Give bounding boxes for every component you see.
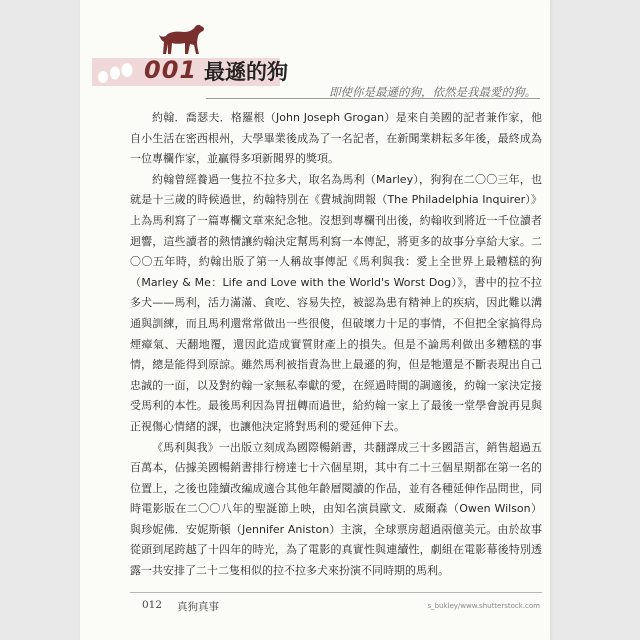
paragraph: 約翰曾經養過一隻拉不拉多犬，取名為馬利（Marley），狗狗在二〇〇三年，也就是十三歲的時候過世，約翰特別在《費城詢問報（The Philadelphia Inquirer）》上為馬利寫了一篇專欄文章來紀念牠。沒想到專欄刊出後，約翰收到將近一千位讀者迴響，這些讀者的熱情讓約翰決定幫馬利寫一本傳記，將更多的故事分享給大家。二〇〇五年時，約翰出版了第一人稱故事傳記《馬利與我：愛上全世界上最糟糕的狗（Marley & Me：Life and Love with the World's Worst Dog）》，書中的拉不拉多犬——馬利，活力滿滿、貪吃、容易失控，被認為患有精神上的疾病，因此難以溝通與訓練，而且馬利還常常做出一些很傻，但破壞力十足的事情，不但把全家搞得烏煙瘴氣、天翻地覆，還因此造成實質財產上的損失。但是不論馬利做出多糟糕的事情，總是能得到原諒。雖然馬利被指責為世上最遜的狗，但是牠還是不斷表現出自己忠誠的一面，以及對約翰一家無私奉獻的愛，在經過時間的調適後，約翰一家決定接受馬利的本性。最後馬利因為胃扭轉而過世，給約翰一家上了最後一堂學會說再見與正視傷心情緒的課，也讓他決定將對馬利的愛延伸下去。: [130, 172, 542, 433]
chapter-title: 最遜的狗: [204, 60, 288, 84]
paragraph: 《馬利與我》一出版立刻成為國際暢銷書，共翻譯成三十多國語言，銷售超過五百萬本，佔據美國暢銷書排行榜達七十六個星期，其中有二十三個星期都在第一名的位置上，之後也陸續改編成適合其他年齡層閱讀的作品，並有各種延伸作品問世，同時電影版在二〇〇八年的聖誕節上映，由知名演員歐文．威爾森（Owen Wilson）與珍妮佛．安妮斯頓（Jennifer Aniston）主演，全球票房超過兩億美元。由於故事從頭到尾跨越了十四年的時光，為了電影的真實性與連續性，劇組在電影幕後特別透露一共安排了二十二隻相似的拉不拉多犬來扮演不同時期的馬利。: [130, 440, 542, 578]
footer-divider: [130, 592, 542, 593]
running-book-title: 真狗真事: [177, 601, 219, 613]
header-divider: [206, 98, 540, 99]
paragraph: 約翰．喬瑟夫．格羅根（John Joseph Grogan）是來自美國的記者兼作家，他自小生活在密西根州，大學畢業後成為了一名記者，在新聞業耕耘多年後，最終成為一位專欄作家，並贏得多項新聞界的獎項。: [130, 111, 542, 166]
chapter-subtitle: 即使你是最遜的狗，依然是我最愛的狗。: [329, 85, 536, 99]
page-number: 012: [142, 599, 163, 611]
chapter-number: 001: [144, 56, 198, 84]
photo-credit: s_bukley/www.shutterstock.com: [427, 602, 540, 610]
book-page: [80, 0, 550, 640]
paw-dots-decoration: [96, 60, 136, 86]
dog-silhouette-icon: [158, 22, 206, 56]
body-text: [130, 108, 542, 582]
